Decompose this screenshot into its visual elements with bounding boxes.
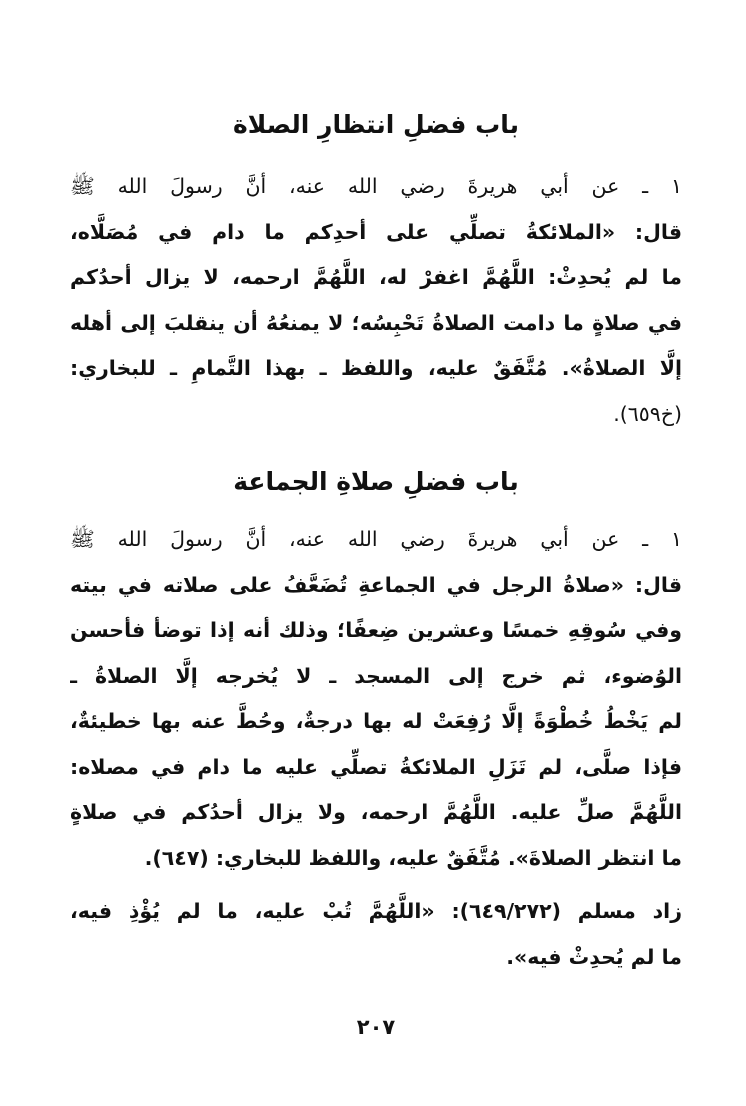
- addition-line: ما لم يُحدِثْ فيه».: [506, 944, 682, 969]
- hadith-line: في صلاةٍ ما دامت الصلاةُ تَحْبِسُه؛ لا يمنعُهُ أن ينقلبَ إلى أهله: [70, 310, 682, 335]
- hadith-line: لم يَخْطُ خُطْوَةً إلَّا رُفِعَتْ له بها درجةٌ، وحُطَّ عنه بها خطيئةٌ،: [70, 709, 682, 733]
- hadith-line: ما لم يُحدِثْ: اللَّهُمَّ اغفرْ له، اللَّهُمَّ ارحمه، لا يزال أحدُكم: [70, 265, 682, 289]
- hadith-line: ١ ـ عن أبي هريرةَ رضي الله عنه، أنَّ رسولَ الله ﷺ: [70, 527, 682, 551]
- hadith-line: ١ ـ عن أبي هريرةَ رضي الله عنه، أنَّ رسولَ الله ﷺ: [70, 174, 682, 198]
- hadith-waiting-for-prayer: [70, 164, 682, 437]
- hadith-line: قال: «صلاةُ الرجل في الجماعةِ تُضَعَّفُ على صلاته في بيته: [70, 572, 682, 597]
- hadith-line: اللَّهُمَّ صلِّ عليه. اللَّهُمَّ ارحمه، ولا يزال أحدُكم في صلاةٍ: [70, 800, 682, 824]
- hadith-line: وفي سُوقِهِ خمسًا وعشرين ضِعفًا؛ وذلك أنه إذا توضأ فأحسن: [70, 618, 682, 642]
- addition-line: زاد مسلم (٦٤٩/٢٧٢): «اللَّهُمَّ تُبْ عليه، ما لم يُؤْذِ فيه،: [70, 899, 682, 923]
- hadith-congregational-prayer: [70, 517, 682, 881]
- hadith-muslim-addition: [70, 889, 682, 980]
- hadith-line: قال: «الملائكةُ تصلِّي على أحدِكم ما دام في مُصَلَّاه،: [70, 219, 682, 244]
- section-title-congregational-prayer: باب فضلِ صلاةِ الجماعة: [233, 467, 519, 496]
- page-number: ٢٠٧: [356, 1015, 396, 1039]
- hadith-line: الوُضوء، ثم خرج إلى المسجد ـ لا يُخرجه إلَّا الصلاةُ ـ: [70, 663, 682, 688]
- section-title-waiting-for-prayer: باب فضلِ انتظارِ الصلاة: [233, 110, 519, 139]
- hadith-line: فإذا صلَّى، لم تَزَلِ الملائكةُ تصلِّي عليه ما دام في مصلاه:: [70, 754, 682, 779]
- hadith-reference: (خ٦٥٩).: [613, 401, 682, 426]
- book-page: [70, 100, 682, 1060]
- hadith-line: إلَّا الصلاةُ». مُتَّفَقٌ عليه، واللفظ ـ بهذا التَّمامِ ـ للبخاري:: [70, 356, 682, 380]
- hadith-line: ما انتظر الصلاةَ». مُتَّفَقٌ عليه، واللفظ للبخاري: (٦٤٧).: [144, 845, 682, 870]
